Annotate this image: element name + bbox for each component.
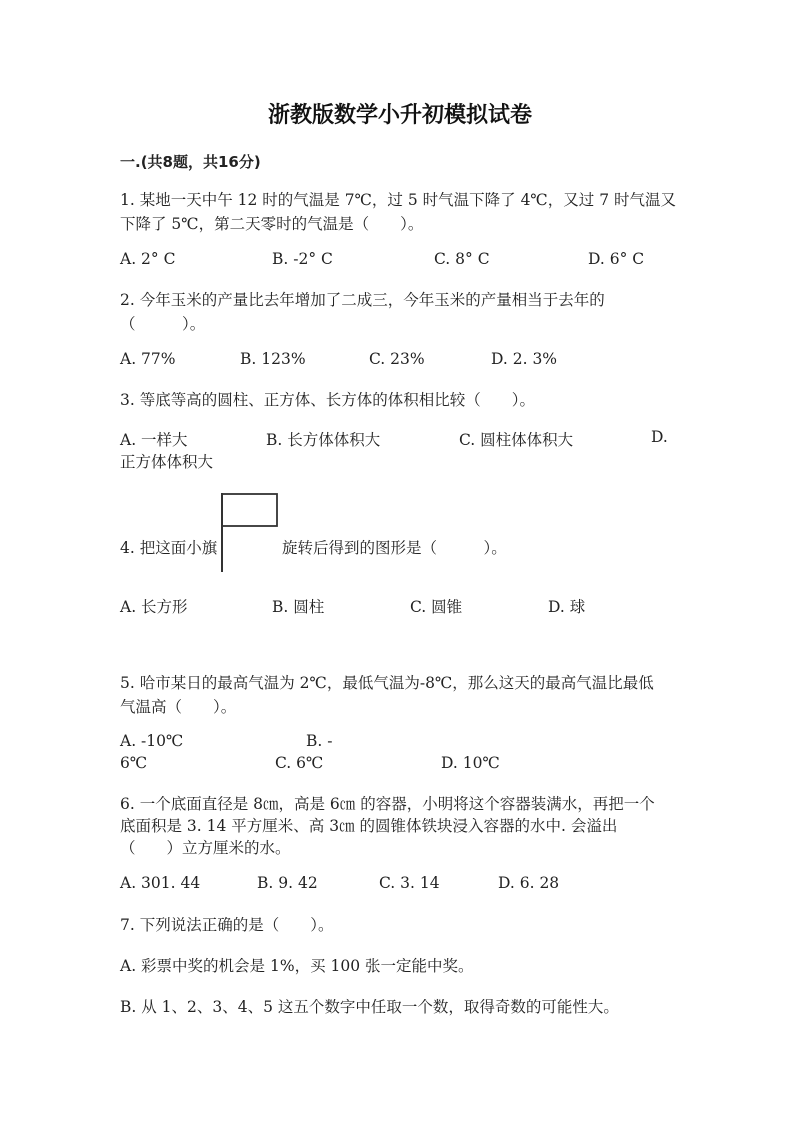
- question-5-line-2: 气温高（ ）。: [120, 698, 237, 716]
- question-4-option-d: D. 球: [548, 598, 586, 616]
- question-5-option-a: A. -10℃: [120, 732, 184, 750]
- question-2-option-a: A. 77%: [120, 350, 176, 368]
- question-6-line-1: 6. 一个底面直径是 8㎝，高是 6㎝ 的容器，小明将这个容器装满水，再把一个: [120, 795, 655, 813]
- question-3-line-1: 3. 等底等高的圆柱、正方体、长方体的体积相比较（ ）。: [120, 391, 535, 409]
- question-4-option-b: B. 圆柱: [272, 598, 325, 616]
- question-5-option-c: C. 6℃: [275, 754, 324, 772]
- flag-figure: [218, 492, 282, 574]
- question-1-option-d: D. 6° C: [588, 250, 645, 268]
- question-5-option-d: D. 10℃: [441, 754, 500, 772]
- question-2-option-c: C. 23%: [369, 350, 425, 368]
- question-3-option-c: C. 圆柱体体积大: [459, 431, 574, 449]
- question-1-line-2: 下降了 5℃，第二天零时的气温是（ ）。: [120, 215, 424, 233]
- question-6-option-b: B. 9. 42: [257, 874, 318, 892]
- question-5-option-b-text: 6℃: [120, 754, 148, 772]
- question-3-option-d: D.: [651, 428, 668, 446]
- question-3-option-a: A. 一样大: [120, 431, 188, 449]
- question-3-option-d-text: 正方体体积大: [120, 453, 214, 471]
- question-7-line-1: 7. 下列说法正确的是（ ）。: [120, 916, 334, 934]
- question-4-line-1: 4. 把这面小旗: [120, 539, 218, 557]
- question-2-line-2: （ ）。: [120, 315, 206, 333]
- question-5-option-b: B. -: [306, 732, 333, 750]
- question-2-line-1: 2. 今年玉米的产量比去年增加了二成三，今年玉米的产量相当于去年的: [120, 291, 605, 309]
- question-7-option-b: B. 从 1、2、3、4、5 这五个数字中任取一个数，取得奇数的可能性大。: [120, 998, 619, 1016]
- question-6-option-d: D. 6. 28: [498, 874, 560, 892]
- question-6-line-3: （ ）立方厘米的水。: [120, 839, 291, 857]
- question-6-line-2: 底面积是 3. 14 平方厘米、高 3㎝ 的圆锥体铁块浸入容器的水中. 会溢出: [120, 817, 618, 835]
- question-5-line-1: 5. 哈市某日的最高气温为 2℃，最低气温为-8℃，那么这天的最高气温比最低: [120, 674, 654, 692]
- question-4-option-a: A. 长方形: [120, 598, 188, 616]
- question-3-option-b: B. 长方体体积大: [266, 431, 381, 449]
- question-1-option-c: C. 8° C: [434, 250, 490, 268]
- question-1-option-a: A. 2° C: [120, 250, 176, 268]
- question-7-option-a: A. 彩票中奖的机会是 1%，买 100 张一定能中奖。: [120, 957, 474, 975]
- question-2-option-b: B. 123%: [240, 350, 306, 368]
- question-1-option-b: B. -2° C: [272, 250, 333, 268]
- question-4-option-c: C. 圆锥: [410, 598, 463, 616]
- question-6-option-a: A. 301. 44: [120, 874, 201, 892]
- question-4-line-2: 旋转后得到的图形是（ ）。: [282, 539, 507, 557]
- page-title: 浙教版数学小升初模拟试卷: [267, 103, 532, 128]
- question-2-option-d: D. 2. 3%: [491, 350, 558, 368]
- section-heading: 一.(共8题，共16分): [120, 153, 261, 171]
- question-6-option-c: C. 3. 14: [379, 874, 440, 892]
- question-1-line-1: 1. 某地一天中午 12 时的气温是 7℃，过 5 时气温下降了 4℃，又过 7 时气温又: [120, 191, 676, 209]
